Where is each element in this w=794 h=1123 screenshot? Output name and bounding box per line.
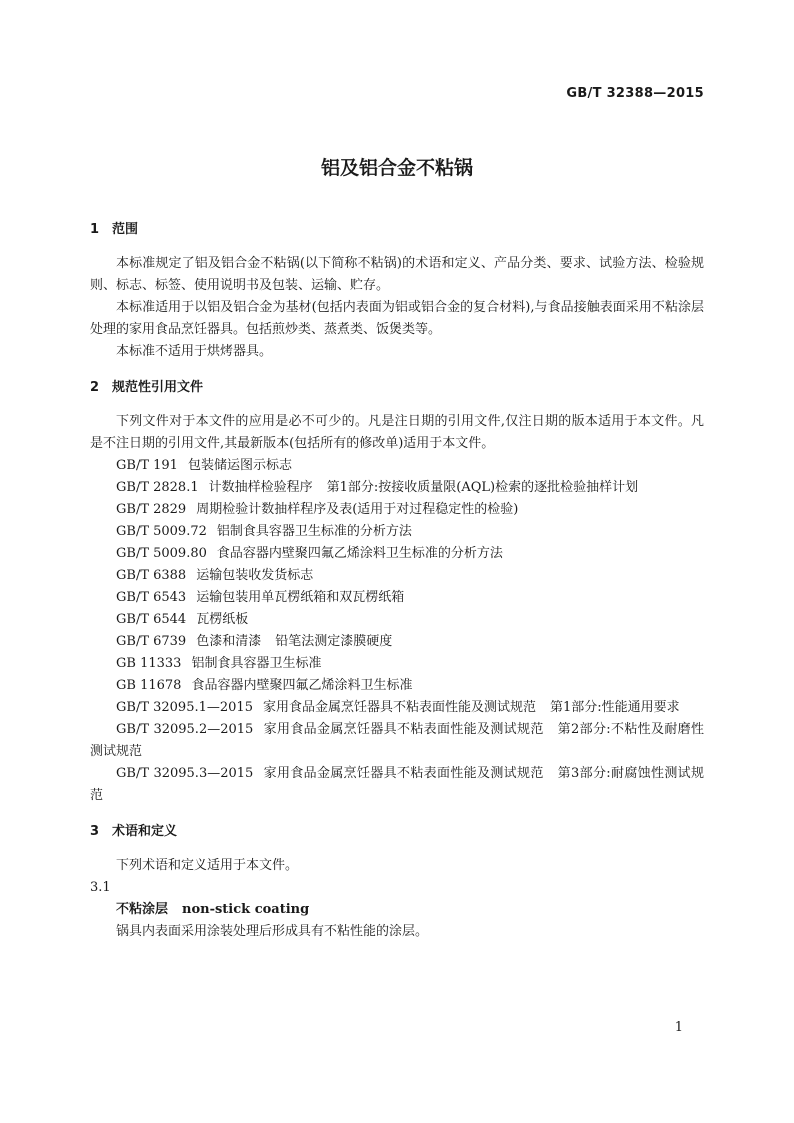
paragraph: 本标准适用于以铝及铝合金为基材(包括内表面为铝或铝合金的复合材料),与食品接触表面采用不粘涂层处理的家用食品烹饪器具。包括煎炒类、蒸煮类、饭煲类等。 <box>90 300 704 337</box>
section-number: 3 <box>90 824 100 839</box>
section-1-heading <box>90 219 704 241</box>
reference-item: GB/T 32095.3—2015 家用食品金属烹饪器具不粘表面性能及测试规范 第3部分:耐腐蚀性测试规范 <box>90 766 704 803</box>
term-heading <box>90 899 704 921</box>
reference-item: GB/T 6544 瓦楞纸板 <box>116 612 249 627</box>
section-number: 1 <box>90 222 100 237</box>
paragraph: 本标准不适用于烘烤器具。 <box>116 344 273 359</box>
paragraph: 下列术语和定义适用于本文件。 <box>116 858 299 873</box>
reference-item: GB/T 6739 色漆和清漆 铅笔法测定漆膜硬度 <box>116 634 393 649</box>
reference-item: GB/T 5009.72 铝制食具容器卫生标准的分析方法 <box>116 524 412 539</box>
reference-item: GB 11678 食品容器内壁聚四氟乙烯涂料卫生标准 <box>116 678 413 693</box>
term-definition: 锅具内表面采用涂装处理后形成具有不粘性能的涂层。 <box>116 924 429 939</box>
reference-item: GB/T 5009.80 食品容器内壁聚四氟乙烯涂料卫生标准的分析方法 <box>116 546 503 561</box>
term-number: 3.1 <box>90 880 111 895</box>
reference-item: GB/T 32095.1—2015 家用食品金属烹饪器具不粘表面性能及测试规范 第1部分:性能通用要求 <box>116 700 680 715</box>
reference-item: GB/T 2828.1 计数抽样检验程序 第1部分:按接收质量限(AQL)检索的逐批检验抽样计划 <box>116 480 639 495</box>
reference-item: GB/T 6543 运输包装用单瓦楞纸箱和双瓦楞纸箱 <box>116 590 405 605</box>
reference-item: GB 11333 铝制食具容器卫生标准 <box>116 656 322 671</box>
document-body <box>90 219 704 943</box>
section-2-heading <box>90 377 704 399</box>
term-en: non-stick coating <box>182 902 310 917</box>
reference-item: GB/T 2829 周期检验计数抽样程序及表(适用于对过程稳定性的检验) <box>116 502 519 517</box>
paragraph: 下列文件对于本文件的应用是必不可少的。凡是注日期的引用文件,仅注日期的版本适用于本文件。凡是不注日期的引用文件,其最新版本(包括所有的修改单)适用于本文件。 <box>90 414 704 451</box>
reference-item: GB/T 32095.2—2015 家用食品金属烹饪器具不粘表面性能及测试规范 第2部分:不粘性及耐磨性测试规范 <box>90 722 704 759</box>
section-3-heading <box>90 821 704 843</box>
standard-number: GB/T 32388—2015 <box>566 86 704 101</box>
section-title: 规范性引用文件 <box>112 380 204 395</box>
reference-item: GB/T 6388 运输包装收发货标志 <box>116 568 314 583</box>
section-title: 范围 <box>112 222 139 237</box>
section-number: 2 <box>90 380 100 395</box>
page-number: 1 <box>674 1020 683 1035</box>
section-title: 术语和定义 <box>112 824 178 839</box>
paragraph: 本标准规定了铝及铝合金不粘锅(以下简称不粘锅)的术语和定义、产品分类、要求、试验方法、检验规则、标志、标签、使用说明书及包装、运输、贮存。 <box>90 256 704 293</box>
document-title: 铝及铝合金不粘锅 <box>320 157 473 179</box>
reference-item: GB/T 191 包装储运图示标志 <box>116 458 292 473</box>
term-zh: 不粘涂层 <box>116 902 169 917</box>
